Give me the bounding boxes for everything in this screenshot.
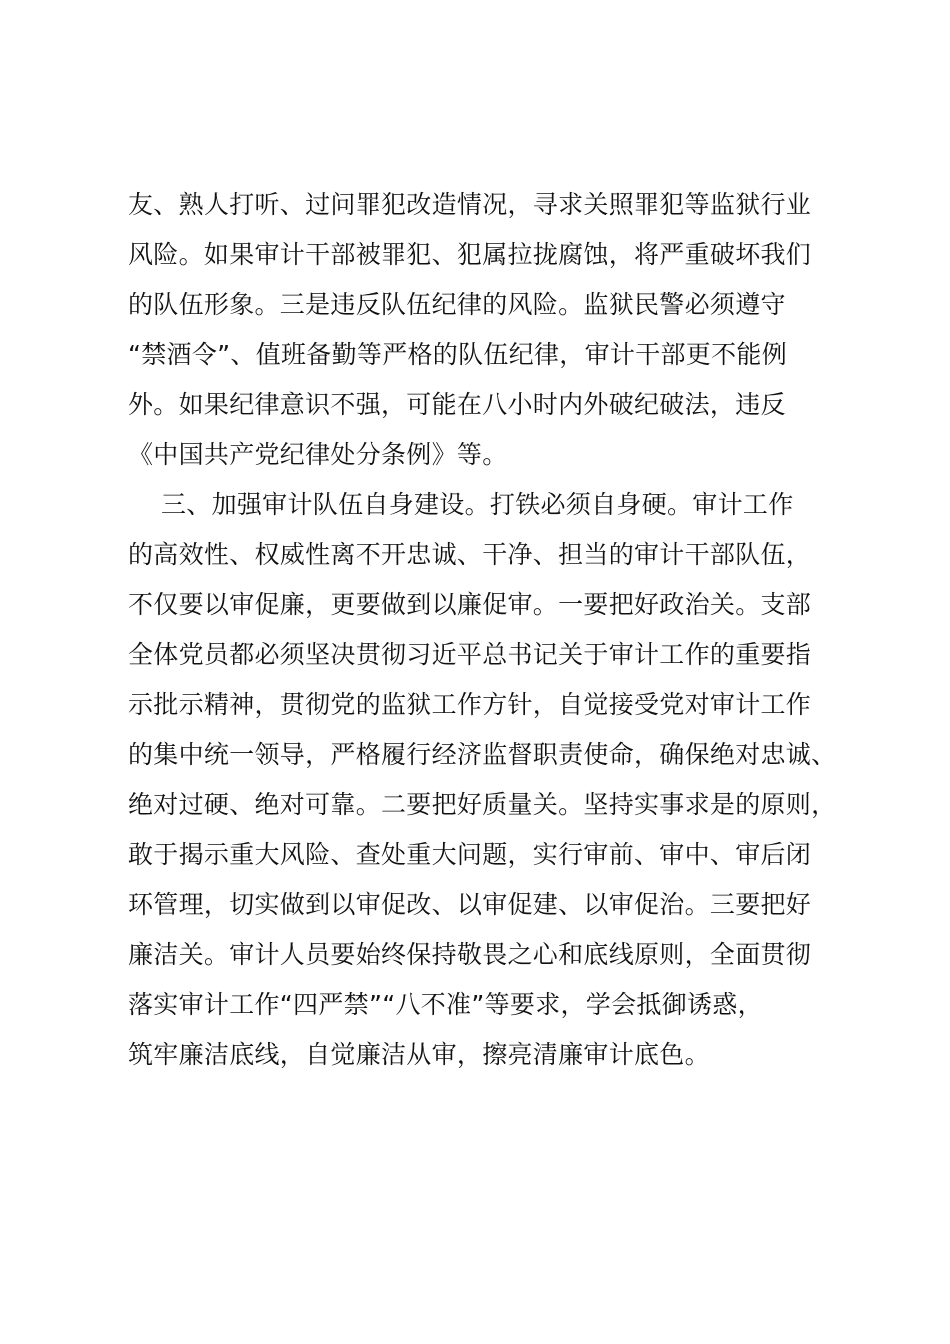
- paragraph-line: 《中国共产党纪律处分条例》等。: [128, 440, 508, 469]
- paragraph-line: 绝对过硬、绝对可靠。二要把好质量关。坚持实事求是的原则，: [128, 790, 837, 819]
- paragraph-line: 环管理，切实做到以审促改、以审促建、以审促治。三要把好: [128, 890, 812, 919]
- paragraph-line: “禁酒令”、值班备勤等严格的队伍纪律，审计干部更不能例: [128, 340, 788, 369]
- paragraph-line: 筑牢廉洁底线，自觉廉洁从审，擦亮清廉审计底色。: [128, 1040, 710, 1069]
- paragraph-line: 友、熟人打听、过问罪犯改造情况，寻求关照罪犯等监狱行业: [128, 190, 812, 219]
- paragraph-line: 的高效性、权威性离不开忠诚、干净、担当的审计干部队伍，: [128, 540, 812, 569]
- paragraph-line: 三、加强审计队伍自身建设。打铁必须自身硬。审计工作: [128, 490, 794, 519]
- paragraph-line: 外。如果纪律意识不强，可能在八小时内外破纪破法，违反: [128, 390, 786, 419]
- paragraph-line: 廉洁关。审计人员要始终保持敬畏之心和底线原则，全面贯彻: [128, 940, 812, 969]
- paragraph-line: 敢于揭示重大风险、查处重大问题，实行审前、审中、审后闭: [128, 840, 812, 869]
- paragraph-line: 的集中统一领导，严格履行经济监督职责使命，确保绝对忠诚、: [128, 740, 837, 769]
- paragraph-line: 落实审计工作“四严禁”“八不准”等要求，学会抵御诱惑，: [128, 990, 763, 1019]
- paragraph-line: 全体党员都必须坚决贯彻习近平总书记关于审计工作的重要指: [128, 640, 812, 669]
- paragraph-line: 示批示精神，贯彻党的监狱工作方针，自觉接受党对审计工作: [128, 690, 812, 719]
- paragraph-line: 的队伍形象。三是违反队伍纪律的风险。监狱民警必须遵守: [128, 290, 786, 319]
- paragraph-line: 风险。如果审计干部被罪犯、犯属拉拢腐蚀，将严重破坏我们: [128, 240, 812, 269]
- paragraph-1: [128, 180, 863, 480]
- paragraph-line: 不仅要以审促廉，更要做到以廉促审。一要把好政治关。支部: [128, 590, 812, 619]
- paragraph-2: [128, 480, 863, 1080]
